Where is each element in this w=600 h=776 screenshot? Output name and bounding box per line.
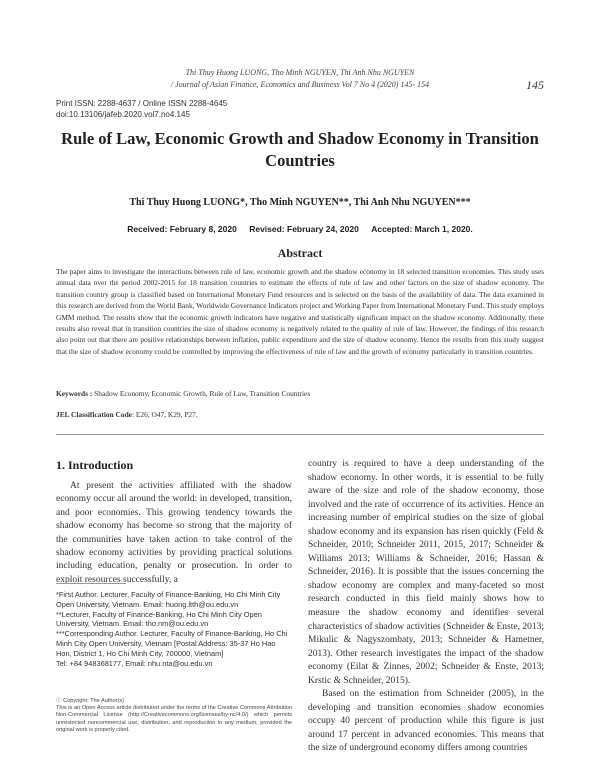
footnote-divider [56, 583, 126, 584]
doi: doi:10.13106/jafeb.2020.vol7.no4.145 [56, 110, 190, 119]
footnote-contact: Tel: +84 948368177, Email: nhu.nta@ou.edu.vn [56, 658, 213, 668]
running-authors: Thi Thuy Huong LUONG, Tho Minh NGUYEN, Thi Anh Nhu NGUYEN [185, 68, 415, 77]
license-text: This is an Open Access article distributed under the terms of the Creative Commons Attribution Non-Commercial License (http://Creativecommons.org/licenses/by-nc/4.0/) which permits unrestricted noncommercial use, distribution, and reproduction in any medium, provided the original work is properly cited. [56, 705, 292, 733]
jel-label: JEL Classification Code [56, 410, 132, 419]
page-number: 145 [526, 78, 544, 92]
submission-dates [0, 224, 600, 234]
intro-right-paragraph-2: Based on the estimation from Schneider (2005), in the developing and transition economies shadow economies occupy 40 percent of production while this figure is just around 17 percent in advanced economies. This means that the size of underground economy differs among countries [308, 689, 544, 754]
paper-title: Rule of Law, Economic Growth and Shadow Economy in Transition Countries [61, 129, 539, 170]
author-footnotes [56, 590, 292, 668]
keywords-value: Shadow Economy, Economic Growth, Rule of Law, Transition Countries [92, 389, 311, 398]
revised-date: Revised: February 24, 2020 [249, 224, 359, 234]
received-date: Received: February 8, 2020 [127, 224, 237, 234]
intro-right-column [308, 458, 544, 756]
keywords [56, 389, 544, 398]
footnote-first-author: *First Author. Lecturer, Faculty of Finance-Banking, Ho Chi Minh City Open University, Vietnam. Email: huong.ltth@ou.edu.vn [56, 590, 281, 609]
intro-left-paragraph: At present the activities affiliated with the shadow economy occur all around the world: in developed, transition, and poor economies. This growing tendency towards the shadow economy has become so strong that the majority of the communities have taken action to take control of the shadow economy activities by providing practical solutions including education, penalty or prosecution. In order to exploit resources successfully, a [56, 481, 292, 585]
issn: Print ISSN: 2288-4637 / Online ISSN 2288-4645 [56, 99, 228, 108]
accepted-date: Accepted: March 1, 2020. [371, 224, 473, 234]
issn-block [56, 98, 227, 120]
abstract-text: The paper aims to investigate the interactions between rule of law, economic growth and the shadow economy in 18 selected transition economies. This study uses annual data over the period 2002-2015 for 18 transition countries to estimate the effects of rule of law and other factors on the size of shadow economy. The transition country group is classified based on International Monetary Fund resources and is selected on the basis of the availability of data. The data examined in this research are derived from the World Bank, Worldwide Governance Indicators project and Working Paper from International Monetary Fund. This study employs GMM method. The results show that the economic growth indicators have negative and statistically significant impact on the shadow economy. Additionally, these results also reveal that in transition countries the size of shadow economy is negatively related to the quality of rule of law. However, the findings of this research also point out that there are positive relationships between inflation, public expenditure and the size of shadow economy. Hence the results from this study suggest that the size of shadow economy could be controlled by improving the effectiveness of rule of law and the growth of economy particularly in transition countries. [56, 267, 544, 356]
abstract-heading: Abstract [277, 246, 323, 260]
running-journal: / Journal of Asian Finance, Economics and Business Vol 7 No 4 (2020) 145- 154 [170, 80, 430, 89]
running-header [0, 67, 600, 91]
footnote-corresponding-author: ***Corresponding Author. Lecturer, Faculty of Finance-Banking, Ho Chi Minh City Open University, Vietnam [Postal Address: 35-37 Ho Hao Hon, District 1, Ho Chi Minh City, 700000, Vietnam] [56, 629, 288, 658]
jel-value: : E26, O47, K29, P27. [131, 410, 198, 419]
copyright-line: ⓒ Copyright: The Author(s) [56, 698, 124, 704]
intro-right-paragraph-1: country is required to have a deep understanding of the shadow economy. In other words, it is essential to be fully aware of the size and role of the shadow economy, those involved and the rate of occurrence of its activities. Hence an increasing number of empirical studies on the size of global shadow economy and its expansion has risen quickly (Feld & Schneider, 2010; Schneider 2011, 2015, 2017; Schneider & Williams 2013; Williams & Schneider, 2016; Hassan & Schneider, 2016). It is possible that the issues concerning the shadow economy are complex and many-faceted so most research conducted in this field mainly shows how to measure the shadow economy and identifies several characteristics of shadow activities (Schneider & Enste, 2013; Mikulic & Nagyszombaty, 2013; Schneider & Hametner, 2013). Other research investigates the impact of the shadow economy (Eilat & Zinnes, 2002; Schneider & Enste, 2013; Krstic & Schneider, 2015). [308, 459, 544, 686]
footnote-second-author: **Lecturer, Faculty of Finance-Banking, Ho Chi Minh City Open University, Vietnam. Email: tho.nm@ou.edu.vn [56, 609, 262, 629]
keywords-label: Keywords : [56, 389, 93, 398]
introduction-heading: 1. Introduction [56, 458, 134, 472]
author-list: Thi Thuy Huong LUONG*, Tho Minh NGUYEN**, Thi Anh Nhu NGUYEN*** [129, 197, 471, 208]
jel-classification [56, 410, 544, 419]
section-divider [56, 434, 544, 435]
copyright-block [56, 698, 292, 734]
